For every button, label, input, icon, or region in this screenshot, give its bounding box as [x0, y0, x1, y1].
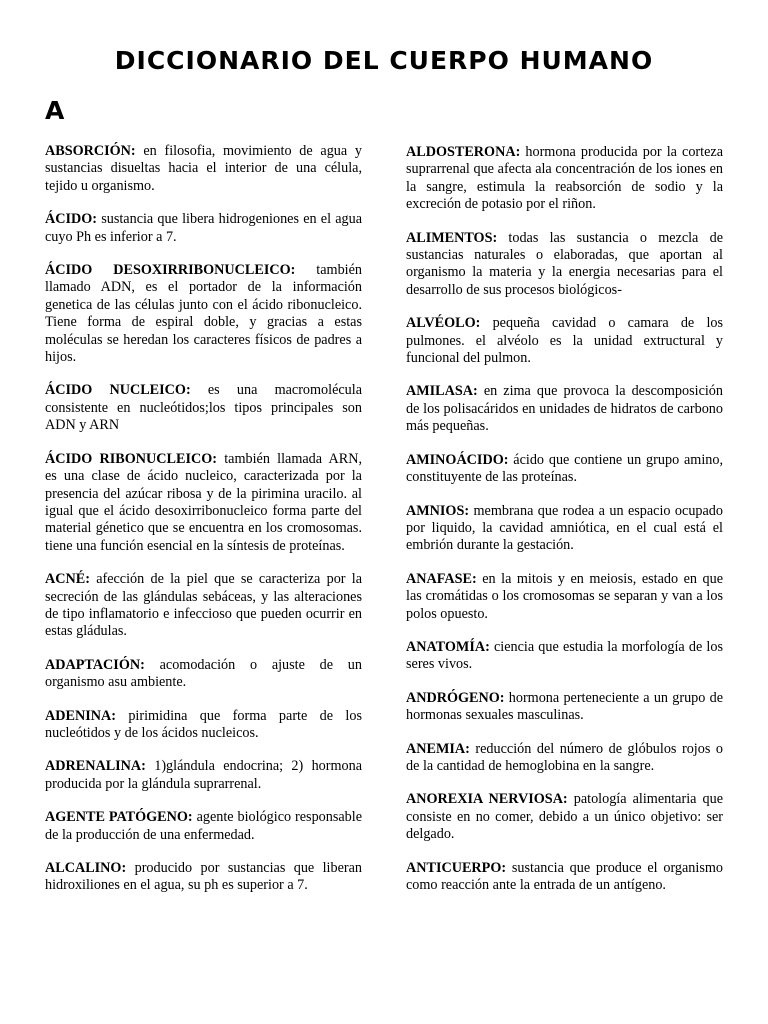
dictionary-entry [406, 230, 723, 300]
entry-term: AMILASA: [406, 383, 478, 400]
entry-term: ÁCIDO NUCLEICO: [45, 382, 191, 399]
entry-term: ADRENALINA: [45, 758, 146, 775]
dictionary-entry [406, 383, 723, 435]
entry-term: AMNIOS: [406, 502, 470, 519]
dictionary-entry [45, 262, 362, 366]
entry-term: ALIMENTOS: [406, 229, 498, 246]
entry-definition: patología alimentaria que consiste en no comer, debido a un único objetivo: ser delgado. [406, 791, 723, 843]
entry-definition: pequeña cavidad o camara de los pulmones. el alvéolo es la unidad extructural y funcional del pulmon. [406, 315, 723, 367]
entry-term: ACNÉ: [45, 571, 90, 588]
entry-term: ALDOSTERONA: [406, 144, 521, 160]
entry-definition: afección de la piel que se caracteriza por la secreción de las glándulas sebáceas, y las alteraciones de tipo inflamatorio e infeccioso que pueden ocurrir en estas gládulas. [45, 571, 362, 640]
entry-term: ÁCIDO: [45, 211, 98, 228]
entry-definition: membrana que rodea a un espacio ocupado por liquido, la cavidad amniótica, en el cual está el embrión durante la gestación. [406, 502, 723, 554]
entry-definition: reducción del número de glóbulos rojos o de la cantidad de hemoglobina en la sangre. [406, 740, 723, 774]
entry-term: ANTICUERPO: [406, 859, 507, 876]
entry-definition: en zima que provoca la descomposición de los polisacáridos en unidades de hidratos de carbono más pequeñas. [406, 383, 723, 435]
entry-term: ANAFASE: [406, 570, 477, 587]
dictionary-entry [45, 657, 362, 692]
dictionary-entry [45, 451, 362, 555]
entry-term: ANEMIA: [406, 740, 470, 757]
dictionary-entry [45, 143, 362, 195]
entry-definition: sustancia que libera hidrogeniones en el agua cuyo Ph es inferior a 7. [45, 211, 362, 245]
dictionary-entry [45, 860, 362, 895]
entry-term: ANOREXIA NERVIOSA: [406, 791, 568, 808]
section-letter: A [45, 96, 65, 125]
entry-definition: es una macromolécula consistente en nucleótidos;los tipos principales son ADN y ARN [45, 382, 363, 434]
entry-definition: pirimidina que forma parte de los nucleótidos y de los ácidos nucleicos. [45, 707, 362, 741]
entry-definition: 1)glándula endocrina; 2) hormona producida por la glándula suprarrenal. [45, 758, 362, 792]
entry-definition: agente biológico responsable de la producción de una enfermedad. [45, 809, 362, 843]
dictionary-entry [406, 315, 723, 367]
dictionary-entry [406, 144, 723, 214]
dictionary-entry [406, 639, 723, 674]
dictionary-entry [45, 758, 362, 793]
entry-definition: todas las sustancia o mezcla de sustancias naturales o elaboradas, que aportan al organismo la materia y la energia necesarias para el desarrollo de sus procesos biológicos- [406, 229, 723, 298]
right-column [406, 144, 723, 910]
dictionary-entry [406, 791, 723, 843]
left-column [45, 143, 362, 911]
entry-term: ALVÉOLO: [406, 315, 481, 332]
entry-definition: también llamada ARN, es una clase de ácido nucleico, caracterizada por la presencia del azúcar ribosa y de la pirimina uracilo. al igual que el ácido desoxirribonucleico forma parte del material génetico que se encuentra en los cromosomas. tiene una función esencial en la síntesis de proteínas. [45, 450, 362, 554]
entry-term: ANDRÓGENO: [406, 689, 505, 706]
dictionary-entry [406, 741, 723, 776]
entry-definition: hormona producida por la corteza suprarrenal que afecta ala concentración de los iones en la sangre, estimula la reabsorción de sodio y la excreción de potasio por el riñon. [406, 144, 723, 213]
entry-definition: en filosofia, movimiento de agua y sustancias disueltas hacia el interior de una célula, tejido u organismo. [45, 143, 362, 194]
entry-definition: en la mitois y en meiosis, estado en que las cromátidas o los cromosomas se separan y van a los polos opuesto. [406, 570, 723, 622]
dictionary-entry [406, 860, 723, 895]
entry-term: ÁCIDO RIBONUCLEICO: [45, 450, 217, 467]
entry-term: ABSORCIÓN: [45, 143, 136, 159]
entry-definition: ácido que contiene un grupo amino, constituyente de las proteínas. [406, 451, 723, 486]
entry-term: ANATOMÍA: [406, 638, 490, 655]
dictionary-entry [406, 571, 723, 623]
dictionary-entry [45, 211, 362, 246]
entry-definition: ciencia que estudia la morfología de los seres vivos. [406, 638, 723, 673]
entry-definition: sustancia que produce el organismo como reacción ante la entrada de un antígeno. [406, 859, 723, 893]
entry-term: AGENTE PATÓGENO: [45, 809, 193, 826]
entry-term: ÁCIDO DESOXIRRIBONUCLEICO: [45, 262, 296, 279]
dictionary-entry [406, 690, 723, 725]
entry-definition: acomodación o ajuste de un organismo asu ambiente. [45, 656, 362, 691]
dictionary-entry [45, 571, 362, 641]
entry-definition: también llamado ADN, es el portador de la información genetica de las células junto con el ácido ribonucleico. Tiene forma de espiral doble, y gracias a estas moléculas se heredan los caracteres físicos de padres a hijos. [45, 262, 362, 366]
entry-definition: hormona perteneciente a un grupo de hormonas sexuales masculinas. [406, 689, 723, 724]
dictionary-entry [45, 382, 362, 434]
entry-definition: producido por sustancias que liberan hidroxiliones en el agua, su ph es superior a 7. [45, 860, 362, 894]
entry-term: ALCALINO: [45, 860, 127, 876]
dictionary-entry [406, 503, 723, 555]
page-title: DICCIONARIO DEL CUERPO HUMANO [114, 46, 654, 75]
dictionary-entry [406, 452, 723, 487]
dictionary-entry [45, 708, 362, 743]
entry-term: AMINOÁCIDO: [406, 451, 509, 468]
entry-term: ADENINA: [45, 707, 116, 724]
dictionary-entry [45, 809, 362, 844]
entry-term: ADAPTACIÓN: [45, 656, 145, 673]
